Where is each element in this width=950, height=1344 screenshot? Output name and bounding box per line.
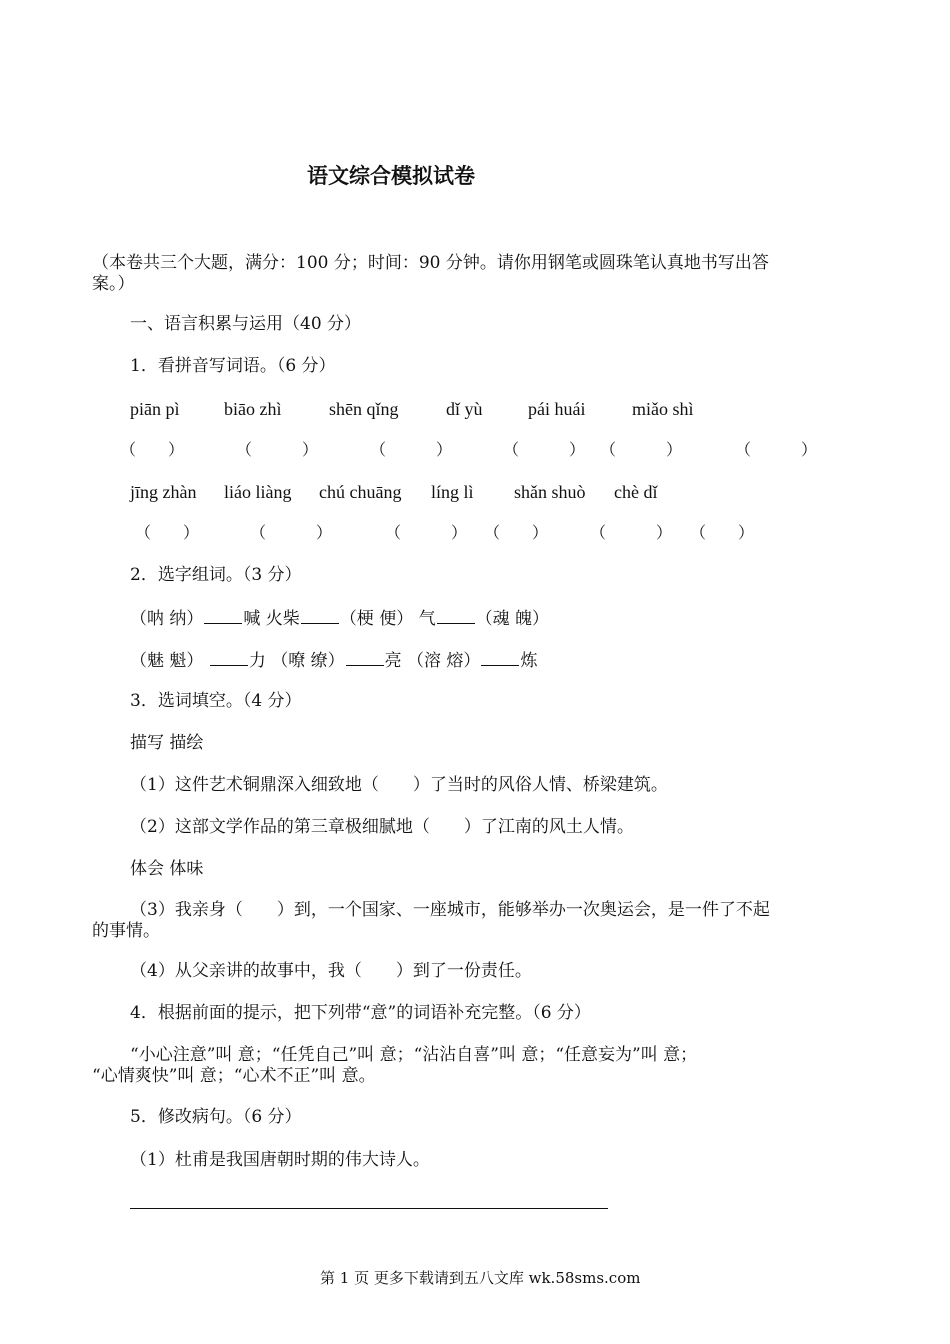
fill-blank[interactable] xyxy=(437,607,475,624)
page-footer: 第 1 页 更多下载请到五八文库 wk.58sms.com xyxy=(320,1269,641,1287)
sentence-cont: 的事情。 xyxy=(92,921,160,941)
sentence: （2）这部文学作品的第三章极细腻地（ ）了江南的风土人情。 xyxy=(130,817,634,837)
fill-blank[interactable] xyxy=(301,607,339,624)
answer-blank[interactable]: （ ） xyxy=(735,440,824,459)
question-2-heading: 2．选字组词。（3 分） xyxy=(130,565,302,585)
answer-blank[interactable]: （ ） xyxy=(370,440,459,459)
char-options: （魂 魄） xyxy=(475,609,550,629)
question-3-heading: 3．选词填空。（4 分） xyxy=(130,691,302,711)
word-text: 亮 （溶 熔） xyxy=(384,651,481,671)
word-text: 气 xyxy=(418,609,436,629)
char-options: （呐 纳） xyxy=(130,609,204,629)
pinyin-item: liáo liàng xyxy=(224,482,292,502)
answer-blank[interactable]: （ ） xyxy=(484,523,549,542)
section-heading: 一、语言积累与运用（40 分） xyxy=(130,314,362,334)
word-options: 体会 体味 xyxy=(130,859,204,879)
pinyin-item: chè dǐ xyxy=(614,482,658,502)
pinyin-item: shǎn shuò xyxy=(514,482,586,502)
word-text: 喊 火柴 xyxy=(243,609,300,629)
answer-blank[interactable]: （ ） xyxy=(120,440,185,459)
intro-text: （本卷共三个大题，满分：100 分；时间：90 分钟。请你用钢笔或圆珠笔认真地书写出答 xyxy=(92,253,769,273)
word-text: 炼 xyxy=(520,651,538,671)
word-hints-cont: “心情爽快”叫 意；“心术不正”叫 意。 xyxy=(92,1066,376,1086)
question-4-heading: 4．根据前面的提示，把下列带“意”的词语补充完整。（6 分） xyxy=(130,1003,591,1023)
answer-blank[interactable]: （ ） xyxy=(236,440,325,459)
sentence: （1）杜甫是我国唐朝时期的伟大诗人。 xyxy=(130,1150,430,1170)
answer-blank[interactable]: （ ） xyxy=(135,523,200,542)
answer-blank[interactable]: （ ） xyxy=(690,523,755,542)
pinyin-item: líng lì xyxy=(431,482,474,502)
word-text: 力 （嘹 缭） xyxy=(248,651,345,671)
char-options: （梗 便） xyxy=(339,609,414,629)
word-hints: “小心注意”叫 意；“任凭自己”叫 意；“沾沾自喜”叫 意；“任意妄为”叫 意； xyxy=(130,1045,698,1065)
pinyin-item: chú chuāng xyxy=(319,482,402,502)
fill-blank[interactable] xyxy=(481,649,519,666)
answer-blank[interactable]: （ ） xyxy=(590,523,679,542)
char-options: （魅 魁） xyxy=(130,651,204,671)
pinyin-item: piān pì xyxy=(130,399,180,419)
sentence: （3）我亲身（ ）到，一个国家、一座城市，能够举办一次奥运会，是一件了不起 xyxy=(130,900,770,920)
answer-blank[interactable]: （ ） xyxy=(503,440,592,459)
word-choice-line xyxy=(130,649,537,671)
answer-blank[interactable]: （ ） xyxy=(250,523,339,542)
page-title: 语文综合模拟试卷 xyxy=(307,163,475,188)
answer-blank[interactable]: （ ） xyxy=(600,440,689,459)
fill-blank[interactable] xyxy=(204,607,242,624)
question-1-heading: 1．看拼音写词语。（6 分） xyxy=(130,356,336,376)
pinyin-item: jīng zhàn xyxy=(130,482,197,502)
intro-text-cont: 案。） xyxy=(92,274,135,294)
word-options: 描写 描绘 xyxy=(130,733,204,753)
fill-blank[interactable] xyxy=(210,649,248,666)
sentence: （4）从父亲讲的故事中，我（ ）到了一份责任。 xyxy=(130,961,532,981)
pinyin-item: miǎo shì xyxy=(632,399,694,419)
answer-blank[interactable]: （ ） xyxy=(385,523,474,542)
answer-line[interactable] xyxy=(130,1208,608,1209)
word-choice-line xyxy=(130,607,549,629)
sentence: （1）这件艺术铜鼎深入细致地（ ）了当时的风俗人情、桥梁建筑。 xyxy=(130,775,668,795)
pinyin-item: biāo zhì xyxy=(224,399,282,419)
pinyin-item: dǐ yù xyxy=(446,399,483,419)
question-5-heading: 5．修改病句。（6 分） xyxy=(130,1107,302,1127)
pinyin-item: pái huái xyxy=(528,399,586,419)
fill-blank[interactable] xyxy=(346,649,384,666)
pinyin-item: shēn qǐng xyxy=(329,399,399,419)
